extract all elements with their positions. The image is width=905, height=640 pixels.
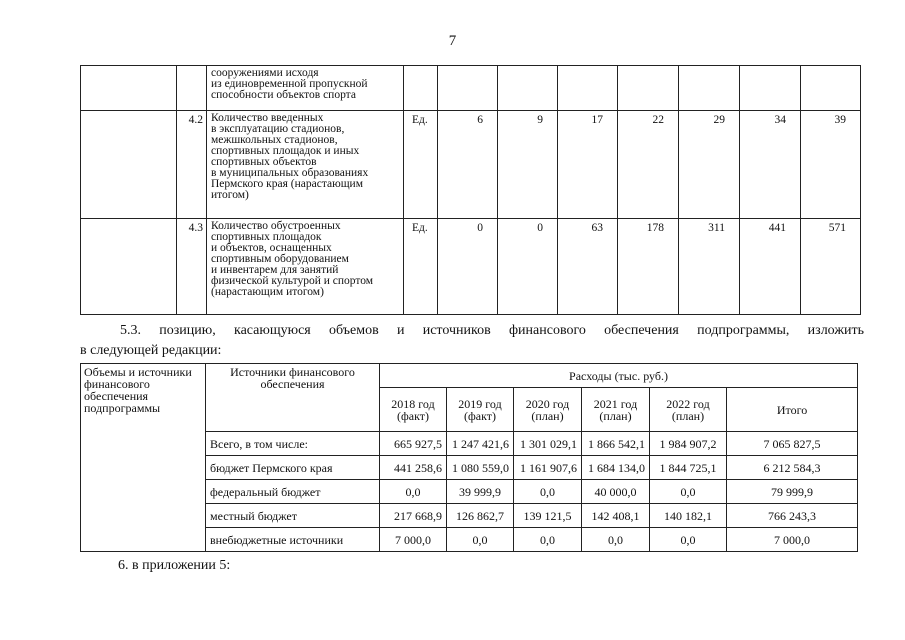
unit-cell: Ед. — [404, 219, 438, 315]
indicator-description — [207, 219, 404, 315]
value-cell — [618, 66, 679, 111]
value-cell — [438, 66, 498, 111]
value-cell: 0,0 — [514, 480, 582, 504]
description-line: Пермского края (нарастающим — [211, 178, 363, 190]
total-cell: 766 243,3 — [727, 504, 858, 528]
value-cell: 1 161 907,6 — [514, 456, 582, 480]
row-header-cell — [81, 364, 206, 552]
description-line: и инвентарем для занятий — [211, 264, 339, 276]
paragraph-line: в следующей редакции: — [80, 343, 222, 358]
description-line: спортивных объектов — [211, 156, 317, 168]
year-header — [380, 388, 447, 432]
year-status: (факт) — [463, 408, 496, 423]
source-cell: Всего, в том числе: — [206, 432, 380, 456]
description-line: способности объектов спорта — [211, 89, 356, 101]
description-line: Количество обустроенных — [211, 220, 341, 232]
finance-table — [80, 363, 858, 552]
table-row — [81, 111, 861, 219]
description-line: сооружениями исходя — [211, 67, 319, 79]
value-cell: 34 — [740, 111, 801, 219]
indicator-description — [207, 111, 404, 219]
row-header-line: Объемы и источники — [84, 365, 192, 379]
year-header — [582, 388, 650, 432]
value-cell: 1 080 559,0 — [447, 456, 514, 480]
value-cell: 39 — [801, 111, 861, 219]
value-cell: 665 927,5 — [380, 432, 447, 456]
unit-cell: Ед. — [404, 111, 438, 219]
description-line: итогом) — [211, 189, 249, 201]
source-cell: местный бюджет — [206, 504, 380, 528]
description-line: Количество введенных — [211, 112, 324, 124]
value-cell: 0 — [438, 219, 498, 315]
value-cell — [498, 66, 558, 111]
value-cell: 178 — [618, 219, 679, 315]
source-cell: внебюджетные источники — [206, 528, 380, 552]
year-label: 2019 год — [458, 396, 502, 411]
empty-cell — [81, 111, 177, 219]
empty-cell — [81, 66, 177, 111]
description-line: из единовременной пропускной — [211, 78, 368, 90]
header-line: обеспечения — [260, 377, 325, 391]
value-cell: 1 301 029,1 — [514, 432, 582, 456]
value-cell: 441 — [740, 219, 801, 315]
value-cell: 0,0 — [650, 480, 727, 504]
total-cell: 6 212 584,3 — [727, 456, 858, 480]
value-cell: 22 — [618, 111, 679, 219]
year-status: (план) — [671, 408, 705, 423]
paragraph-line: 5.3. позицию, касающуюся объемов и источников финансового обеспечения подпрограммы, изложить — [120, 323, 864, 338]
total-cell: 7 000,0 — [727, 528, 858, 552]
description-line: в эксплуатацию стадионов, — [211, 123, 345, 135]
table-row — [81, 219, 861, 315]
table-row — [81, 66, 861, 111]
value-cell: 0 — [498, 219, 558, 315]
value-cell: 1 247 421,6 — [447, 432, 514, 456]
value-cell: 1 866 542,1 — [582, 432, 650, 456]
row-header-line: финансового — [84, 377, 150, 391]
total-cell: 7 065 827,5 — [727, 432, 858, 456]
value-cell: 311 — [679, 219, 740, 315]
value-cell — [801, 66, 861, 111]
year-header — [447, 388, 514, 432]
value-cell: 0,0 — [650, 528, 727, 552]
value-cell: 39 999,9 — [447, 480, 514, 504]
year-status: (факт) — [396, 408, 429, 423]
value-cell: 0,0 — [447, 528, 514, 552]
value-cell: 1 984 907,2 — [650, 432, 727, 456]
year-status: (план) — [531, 408, 564, 423]
value-cell: 0,0 — [380, 480, 447, 504]
unit-cell — [404, 66, 438, 111]
year-label: 2020 год — [525, 396, 570, 411]
source-cell: федеральный бюджет — [206, 480, 380, 504]
description-line: спортивных площадок и иных — [211, 145, 360, 157]
page-number: 7 — [448, 33, 457, 49]
value-cell: 571 — [801, 219, 861, 315]
empty-cell — [81, 219, 177, 315]
indicators-table — [80, 65, 861, 315]
total-cell: 79 999,9 — [727, 480, 858, 504]
source-header — [206, 364, 380, 432]
paragraph-5-3 — [80, 321, 864, 361]
value-cell: 126 862,7 — [447, 504, 514, 528]
row-index: 4.3 — [177, 219, 207, 315]
paragraph-6: 6. в приложении 5: — [118, 558, 231, 573]
value-cell: 217 668,9 — [380, 504, 447, 528]
value-cell — [679, 66, 740, 111]
indicator-description — [207, 66, 404, 111]
value-cell — [740, 66, 801, 111]
value-cell: 441 258,6 — [380, 456, 447, 480]
description-line: (нарастающим итогом) — [211, 286, 324, 298]
header-line: Источники финансового — [230, 365, 355, 379]
value-cell: 0,0 — [582, 528, 650, 552]
year-header — [650, 388, 727, 432]
row-header-line: подпрограммы — [84, 401, 161, 415]
row-header-line: обеспечения — [84, 389, 149, 403]
row-index: 4.2 — [177, 111, 207, 219]
description-line: спортивных площадок — [211, 231, 322, 243]
value-cell: 17 — [558, 111, 618, 219]
description-line: в муниципальных образованиях — [211, 167, 369, 179]
value-cell — [558, 66, 618, 111]
year-label: 2018 год — [391, 396, 435, 411]
value-cell: 63 — [558, 219, 618, 315]
value-cell: 1 844 725,1 — [650, 456, 727, 480]
year-header — [514, 388, 582, 432]
value-cell: 1 684 134,0 — [582, 456, 650, 480]
value-cell: 0,0 — [514, 528, 582, 552]
description-line: и объектов, оснащенных — [211, 242, 332, 254]
value-cell: 140 182,1 — [650, 504, 727, 528]
value-cell: 6 — [438, 111, 498, 219]
row-index — [177, 66, 207, 111]
description-line: межшкольных стадионов, — [211, 134, 338, 146]
source-cell: бюджет Пермского края — [206, 456, 380, 480]
value-cell: 9 — [498, 111, 558, 219]
table-header-row — [81, 364, 858, 388]
value-cell: 40 000,0 — [582, 480, 650, 504]
expenses-header: Расходы (тыс. руб.) — [380, 364, 858, 388]
value-cell: 139 121,5 — [514, 504, 582, 528]
value-cell: 142 408,1 — [582, 504, 650, 528]
total-header: Итого — [727, 388, 858, 432]
year-label: 2021 год — [593, 396, 638, 411]
description-line: физической культурой и спортом — [211, 275, 374, 287]
value-cell: 29 — [679, 111, 740, 219]
year-label: 2022 год — [666, 396, 710, 411]
year-status: (план) — [599, 408, 632, 423]
description-line: спортивным оборудованием — [211, 253, 349, 265]
value-cell: 7 000,0 — [380, 528, 447, 552]
